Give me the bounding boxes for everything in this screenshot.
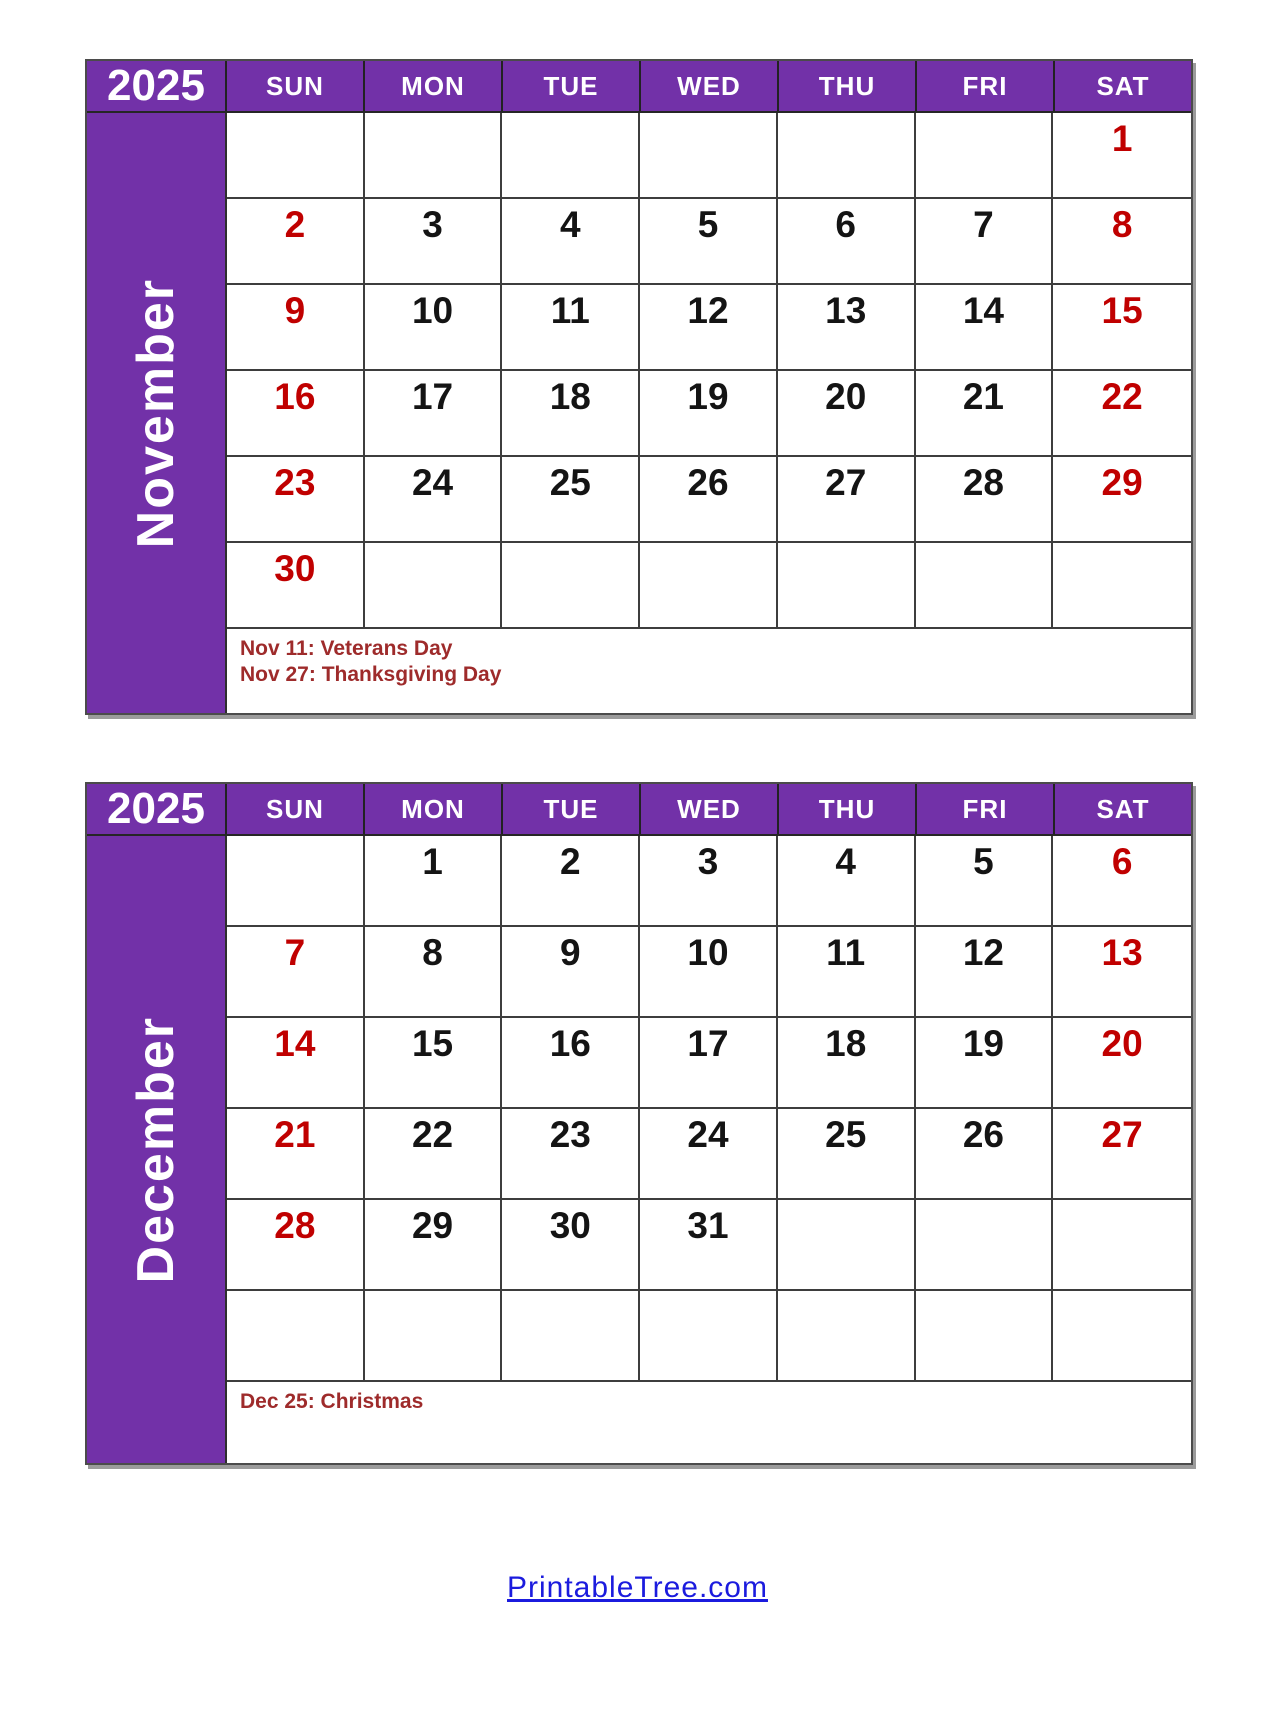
date-cell <box>778 1200 916 1291</box>
date-number: 3 <box>422 204 443 245</box>
date-number: 24 <box>687 1114 729 1155</box>
date-cell <box>227 1200 365 1291</box>
date-number: 9 <box>559 932 581 973</box>
date-cell <box>778 285 916 371</box>
date-cell <box>778 371 916 457</box>
date-number: 30 <box>549 1205 591 1246</box>
date-cell <box>1053 1291 1191 1382</box>
weekday-header-row <box>225 784 1191 834</box>
date-number: 26 <box>687 462 729 503</box>
date-cell <box>502 927 640 1018</box>
date-cell <box>640 113 778 199</box>
date-cell <box>365 457 503 543</box>
date-cell <box>640 199 778 285</box>
date-cell <box>1053 199 1191 285</box>
weekday-header: MON <box>363 784 501 834</box>
date-cell <box>778 1018 916 1109</box>
year-label: 2025 <box>107 61 205 110</box>
date-number: 1 <box>1111 118 1133 159</box>
date-cell <box>1053 457 1191 543</box>
date-cell <box>916 1200 1054 1291</box>
date-cell <box>365 1200 503 1291</box>
weekday-header: FRI <box>915 61 1053 111</box>
date-number: 8 <box>422 932 443 973</box>
date-cell <box>916 543 1054 629</box>
weekday-header: FRI <box>915 784 1053 834</box>
date-cell <box>640 371 778 457</box>
date-cell <box>916 285 1054 371</box>
date-number: 5 <box>697 204 719 245</box>
weekday-header: WED <box>639 61 777 111</box>
date-cell <box>778 1109 916 1200</box>
date-cell <box>916 199 1054 285</box>
holiday-note: Nov 27: Thanksgiving Day <box>240 663 502 686</box>
date-number: 11 <box>826 932 866 973</box>
date-cell <box>778 927 916 1018</box>
calendar-december <box>85 782 1193 1465</box>
date-number: 15 <box>1101 290 1143 331</box>
date-number: 6 <box>1111 841 1133 882</box>
date-number: 29 <box>1101 462 1143 503</box>
holiday-notes <box>227 1382 1191 1463</box>
date-number: 14 <box>962 290 1004 331</box>
date-cell <box>502 836 640 927</box>
date-number: 7 <box>973 204 994 245</box>
date-grid <box>227 836 1191 1382</box>
date-number: 13 <box>825 290 867 331</box>
date-cell <box>365 113 503 199</box>
date-number: 24 <box>411 462 454 503</box>
date-cell <box>1053 371 1191 457</box>
date-number: 25 <box>825 1114 867 1155</box>
date-number: 13 <box>1101 932 1143 973</box>
date-number: 29 <box>411 1205 454 1246</box>
date-cell <box>916 927 1054 1018</box>
date-cell <box>916 1018 1054 1109</box>
date-cell <box>640 1109 778 1200</box>
date-number: 3 <box>697 841 719 882</box>
date-number: 15 <box>411 1023 454 1064</box>
calendar-body-december <box>87 836 1191 1463</box>
date-number: 12 <box>687 290 729 331</box>
date-cell <box>1053 113 1191 199</box>
month-name: November <box>127 277 185 549</box>
date-cell <box>640 457 778 543</box>
date-cell <box>227 927 365 1018</box>
date-cell <box>502 285 640 371</box>
date-cell <box>227 1291 365 1382</box>
calendar-main <box>225 836 1191 1463</box>
month-sidebar <box>87 113 225 713</box>
date-cell <box>365 285 503 371</box>
date-number: 8 <box>1111 204 1133 245</box>
date-number: 11 <box>550 290 590 331</box>
date-number: 23 <box>549 1114 591 1155</box>
date-cell <box>365 371 503 457</box>
date-number: 9 <box>284 290 306 331</box>
date-cell <box>365 543 503 629</box>
date-cell <box>1053 543 1191 629</box>
weekday-header: SAT <box>1053 61 1191 111</box>
date-number: 2 <box>284 204 306 245</box>
date-cell <box>640 836 778 927</box>
date-cell <box>227 1018 365 1109</box>
date-cell <box>365 836 503 927</box>
date-number: 20 <box>825 376 867 417</box>
date-cell <box>916 371 1054 457</box>
date-cell <box>640 1291 778 1382</box>
weekday-header: SAT <box>1053 784 1191 834</box>
holiday-note: Dec 25: Christmas <box>240 1390 424 1413</box>
date-cell <box>502 371 640 457</box>
printabletree-link[interactable]: PrintableTree.com <box>507 1571 768 1604</box>
date-cell <box>778 199 916 285</box>
date-number: 7 <box>284 932 306 973</box>
date-number: 17 <box>687 1023 729 1064</box>
date-cell <box>1053 285 1191 371</box>
date-cell <box>502 113 640 199</box>
date-number: 10 <box>411 290 454 331</box>
date-number: 16 <box>274 376 316 417</box>
calendar-header-december <box>87 784 1191 836</box>
date-cell <box>227 836 365 927</box>
date-cell <box>227 285 365 371</box>
weekday-header-row <box>225 61 1191 111</box>
date-cell <box>916 113 1054 199</box>
weekday-header: THU <box>777 784 915 834</box>
calendar-november <box>85 59 1193 715</box>
weekday-header: MON <box>363 61 501 111</box>
date-cell <box>502 1200 640 1291</box>
date-number: 26 <box>962 1114 1004 1155</box>
date-number: 16 <box>549 1023 591 1064</box>
date-cell <box>778 457 916 543</box>
date-cell <box>365 1291 503 1382</box>
date-cell <box>778 1291 916 1382</box>
date-cell <box>227 199 365 285</box>
date-number: 19 <box>962 1023 1004 1064</box>
date-number: 1 <box>422 841 443 882</box>
date-cell <box>502 543 640 629</box>
date-cell <box>640 543 778 629</box>
date-number: 27 <box>1101 1114 1143 1155</box>
date-cell <box>640 285 778 371</box>
weekday-header: TUE <box>501 784 639 834</box>
date-number: 28 <box>962 462 1004 503</box>
date-cell <box>365 927 503 1018</box>
date-cell <box>365 199 503 285</box>
calendar-header-november <box>87 61 1191 113</box>
date-number: 23 <box>274 462 316 503</box>
date-cell <box>640 1200 778 1291</box>
date-number: 4 <box>835 841 856 882</box>
date-grid <box>227 113 1191 629</box>
date-cell <box>502 457 640 543</box>
date-cell <box>502 199 640 285</box>
footer <box>0 1571 1275 1605</box>
date-cell <box>227 457 365 543</box>
date-cell <box>365 1109 503 1200</box>
holiday-notes <box>227 629 1191 713</box>
date-cell <box>227 543 365 629</box>
date-number: 21 <box>274 1114 316 1155</box>
date-cell <box>640 1018 778 1109</box>
date-number: 18 <box>825 1023 867 1064</box>
date-number: 20 <box>1101 1023 1143 1064</box>
date-number: 2 <box>559 841 581 882</box>
date-cell <box>1053 927 1191 1018</box>
date-cell <box>778 836 916 927</box>
month-name: December <box>127 1015 185 1284</box>
calendar-body-november <box>87 113 1191 713</box>
date-number: 21 <box>962 376 1004 417</box>
date-number: 4 <box>559 204 581 245</box>
date-cell <box>778 113 916 199</box>
weekday-header: TUE <box>501 61 639 111</box>
date-number: 10 <box>687 932 729 973</box>
weekday-header: WED <box>639 784 777 834</box>
year-label: 2025 <box>107 784 205 833</box>
date-number: 22 <box>411 1114 454 1155</box>
holiday-note: Nov 11: Veterans Day <box>240 637 453 660</box>
date-cell <box>365 1018 503 1109</box>
weekday-header: SUN <box>225 61 363 111</box>
date-cell <box>916 1291 1054 1382</box>
date-number: 22 <box>1101 376 1143 417</box>
date-number: 12 <box>962 932 1004 973</box>
date-cell <box>502 1109 640 1200</box>
date-cell <box>502 1018 640 1109</box>
date-number: 25 <box>549 462 591 503</box>
date-number: 6 <box>835 204 856 245</box>
date-number: 18 <box>549 376 591 417</box>
date-cell <box>916 1109 1054 1200</box>
date-number: 14 <box>274 1023 316 1064</box>
date-number: 30 <box>274 548 316 589</box>
date-number: 5 <box>973 841 994 882</box>
month-sidebar <box>87 836 225 1463</box>
date-cell <box>502 1291 640 1382</box>
date-cell <box>1053 836 1191 927</box>
date-cell <box>778 543 916 629</box>
date-number: 31 <box>687 1205 729 1246</box>
date-cell <box>640 927 778 1018</box>
date-cell <box>1053 1018 1191 1109</box>
date-cell <box>227 113 365 199</box>
weekday-header: SUN <box>225 784 363 834</box>
date-cell <box>916 836 1054 927</box>
date-cell <box>1053 1200 1191 1291</box>
date-cell <box>916 457 1054 543</box>
date-cell <box>227 371 365 457</box>
date-number: 19 <box>687 376 729 417</box>
date-cell <box>227 1109 365 1200</box>
date-cell <box>1053 1109 1191 1200</box>
calendar-main <box>225 113 1191 713</box>
weekday-header: THU <box>777 61 915 111</box>
date-number: 17 <box>411 376 454 417</box>
date-number: 28 <box>274 1205 316 1246</box>
date-number: 27 <box>825 462 867 503</box>
